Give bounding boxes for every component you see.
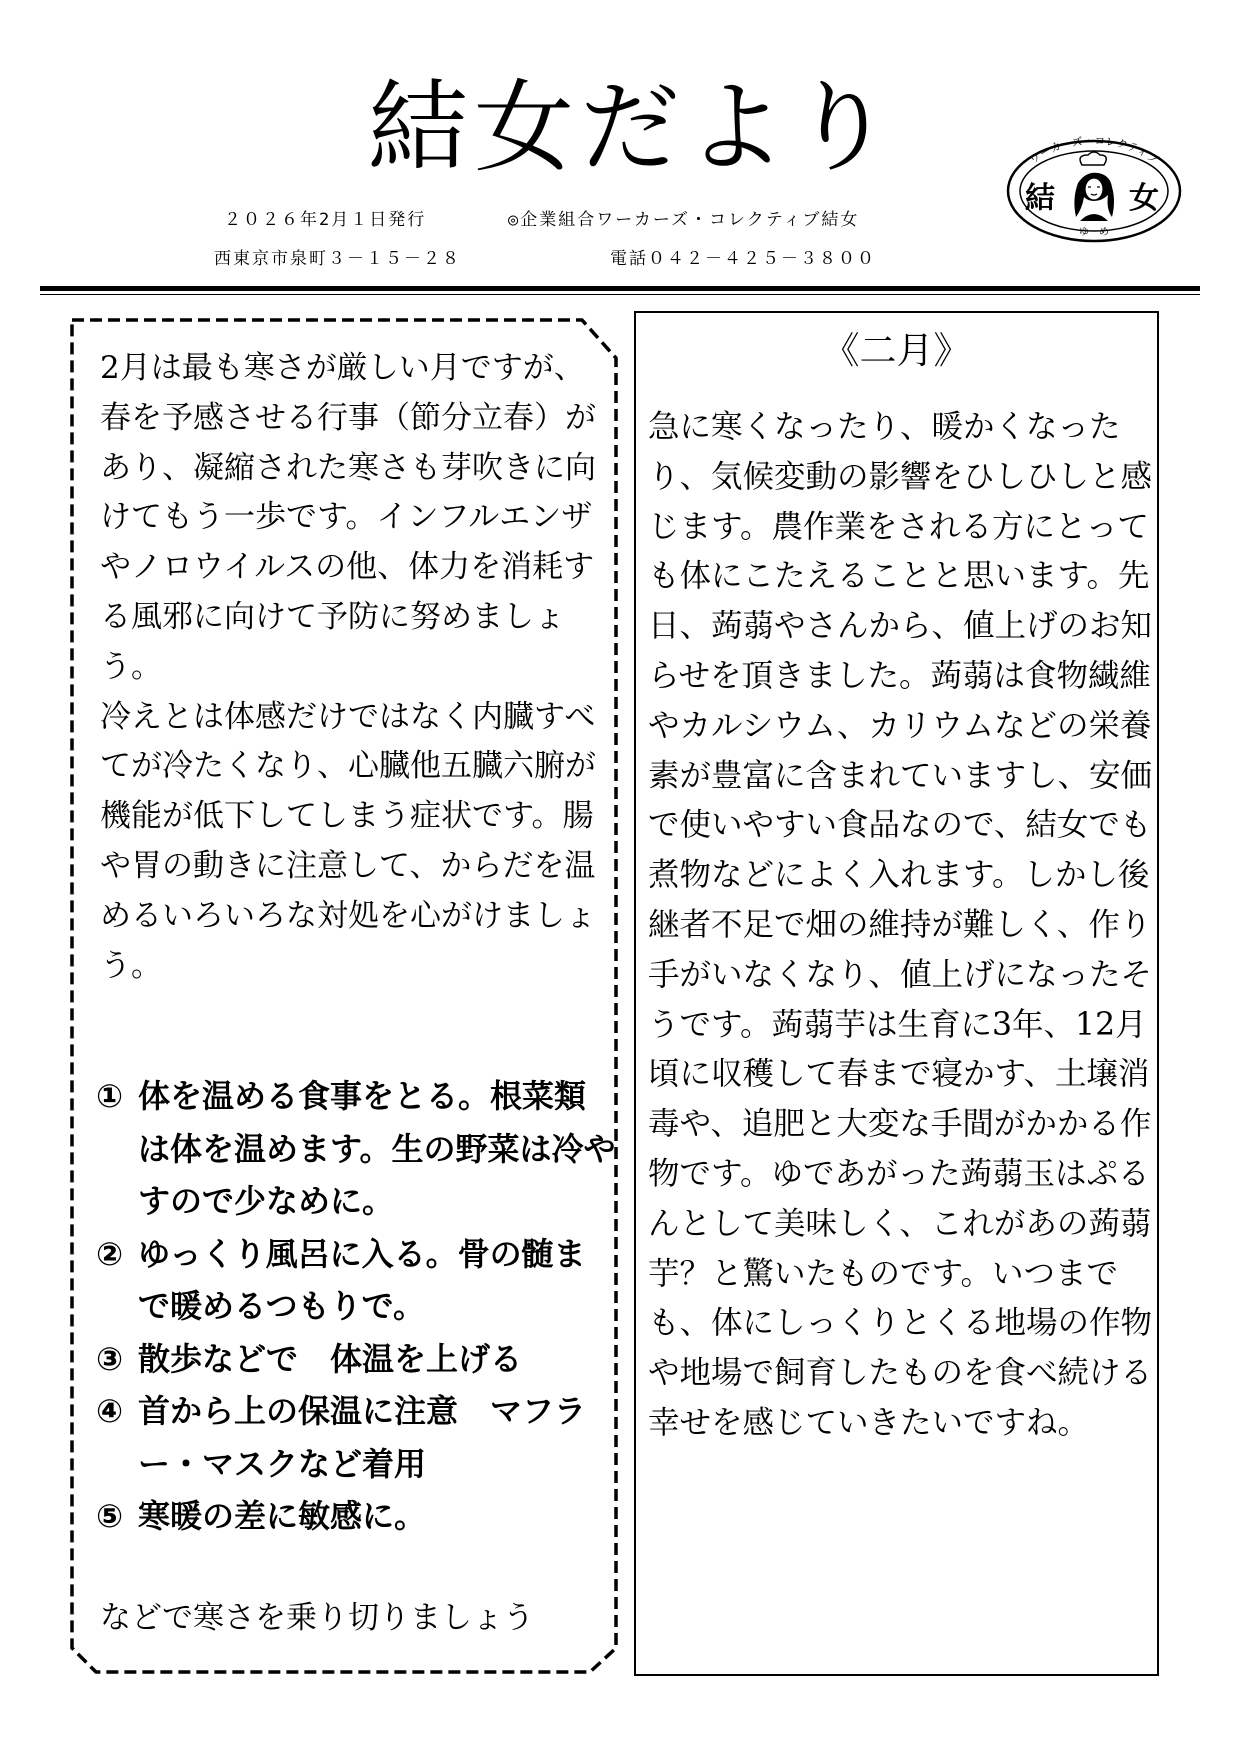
header-rule-thin	[40, 294, 1200, 295]
woman-chef-icon	[1074, 152, 1114, 221]
phone-number: 電話０４２－４２５－３８００	[610, 249, 876, 269]
february-column	[634, 311, 1159, 1676]
tip-text: 散歩などで 体温を上げる	[138, 1339, 523, 1378]
tip-text: ゆっくり風呂に入る。骨の髄まで暖めるつもりで。	[138, 1234, 586, 1325]
tip-number: ④	[96, 1392, 124, 1430]
tip-item	[96, 1228, 616, 1333]
issue-date: ２０２６年2月１日発行	[224, 210, 427, 230]
tip-item	[96, 1070, 616, 1228]
publisher: ◎企業組合ワーカーズ・コレクティブ結女	[508, 210, 860, 230]
tips-list	[96, 1070, 616, 1543]
tip-item	[96, 1385, 616, 1490]
intro-paragraph: 2月は最も寒さが厳しい月ですが、春を予感させる行事（節分立春）があり、凝縮された寒さも芽吹きに向けてもう一歩です。インフルエンザやノロウイルスの他、体力を消耗する風邪に向けて予防に努めましょう。	[100, 350, 596, 685]
logo-arc-text: ワーカーズ・コレクティブ	[1027, 134, 1161, 167]
tip-text: 首から上の保温に注意 マフラー・マスクなど着用	[138, 1392, 587, 1483]
yume-logo	[1004, 131, 1184, 243]
tip-number: ②	[96, 1234, 124, 1273]
health-tips-box	[70, 318, 619, 1674]
header-rule-thick	[40, 286, 1200, 291]
tip-number: ①	[96, 1077, 124, 1115]
column-heading: 《二月》	[822, 329, 971, 372]
tip-number: ③	[96, 1339, 124, 1378]
tip-number: ⑤	[96, 1497, 124, 1535]
closing-line: などで寒さを乗り切りましょう	[100, 1600, 534, 1636]
newsletter-title: 結女だより	[368, 69, 898, 186]
tip-text: 寒暖の差に敏感に。	[138, 1497, 427, 1535]
address: 西東京市泉町３－１５－２８	[214, 249, 461, 269]
tip-item	[96, 1490, 616, 1543]
cold-body-paragraph: 冷えとは体感だけではなく内臓すべてが冷たくなり、心臓他五臓六腑が機能が低下してしまう症状です。腸や胃の動きに注意して、からだを温めるいろいろな対処を心がけましょう。	[100, 698, 596, 984]
tip-item	[96, 1333, 616, 1386]
tip-text: 体を温める食事をとる。根菜類は体を温めます。生の野菜は冷やすので少なめに。	[138, 1077, 616, 1220]
logo-bottom-text: ゆ め	[1079, 227, 1109, 238]
logo-right-char: 女	[1129, 181, 1159, 216]
logo-left-char: 結	[1025, 181, 1055, 216]
column-body: 急に寒くなったり、暖かくなったり、気候変動の影響をひしひしと感じます。農作業をされる方にとっても体にこたえることと思います。先日、蒟蒻やさんから、値上げのお知らせを頂きました。蒟蒻は食物繊維やカルシウム、カリウムなどの栄養素が豊富に含まれていますし、安価で使いやすい食品なので、結女でも煮物などによく入れます。しかし後継者不足で畑の維持が難しく、作り手がいなくなり、値上げになったそうです。蒟蒻芋は生育に3年、12月頃に収穫して春まで寝かす、土壌消毒や、追肥と大変な手間がかかる作物です。ゆであがった蒟蒻玉はぷるんとして美味しく、これがあの蒟蒻芋？と驚いたものです。いつまでも、体にしっくりとくる地場の作物や地場で飼育したものを食べ続ける幸せを感じていきたいですね。	[648, 409, 1153, 1441]
intro-text	[100, 344, 610, 991]
